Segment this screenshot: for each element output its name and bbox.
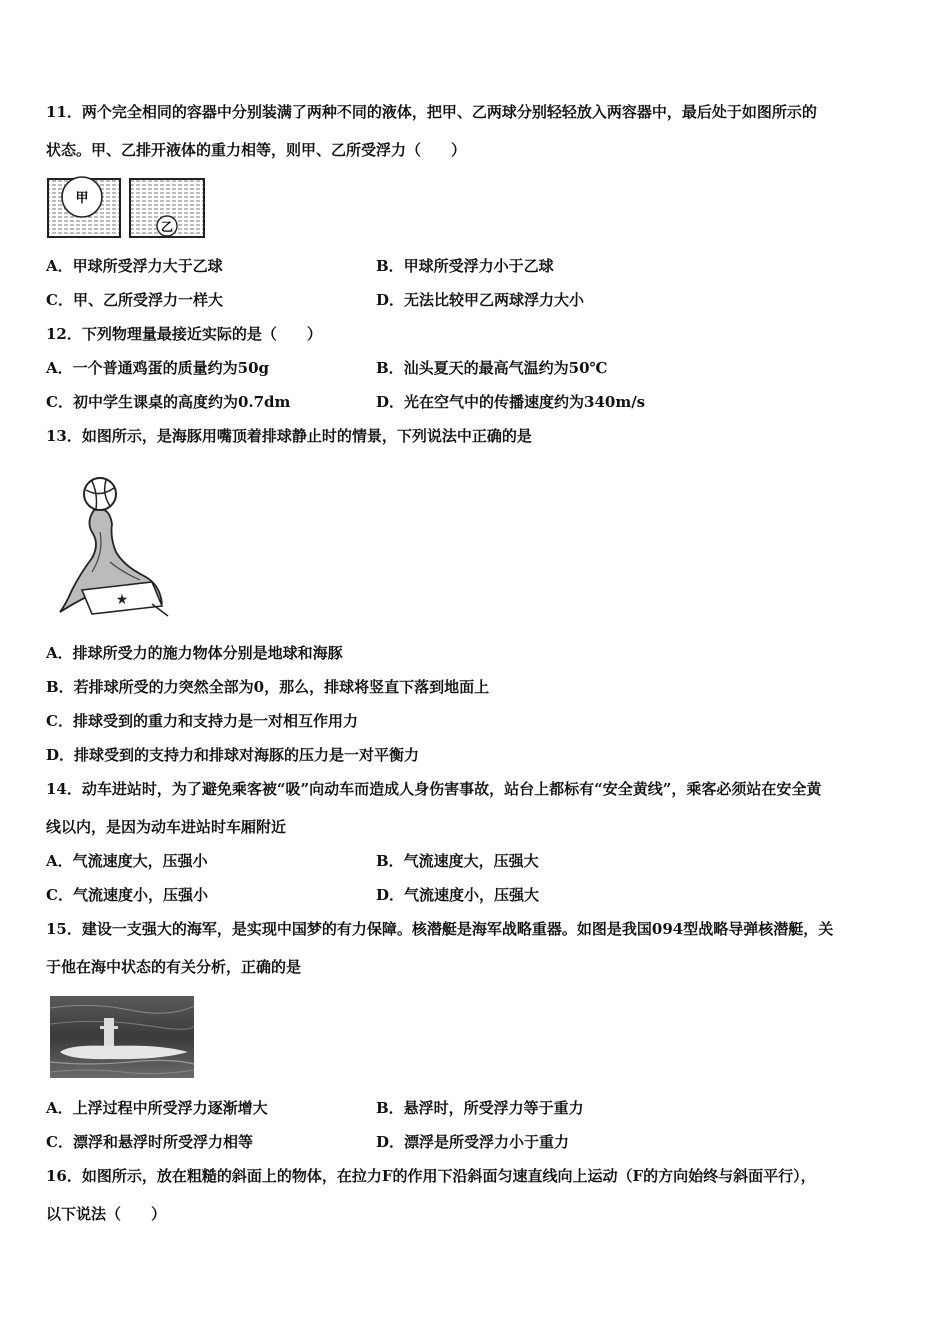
ball-jia-label: 甲 [75, 191, 89, 206]
q14-option-d[interactable]: D．气流速度小，压强大 [376, 886, 540, 904]
q15-option-a[interactable]: A．上浮过程中所受浮力逐渐增大 [46, 1099, 268, 1117]
svg-text:★: ★ [115, 592, 129, 608]
q13-option-b[interactable]: B．若排球所受的力突然全部为0，那么，排球将竖直下落到地面上 [46, 678, 490, 696]
q14-option-b[interactable]: B．气流速度大，压强大 [376, 852, 539, 870]
q14-text-line2: 线以内，是因为动车进站时车厢附近 [46, 818, 287, 836]
q11-text-line1: 11．两个完全相同的容器中分别装满了两种不同的液体，把甲、乙两球分别轻轻放入两容器中，最后处于如图所示的 [46, 103, 817, 121]
q15-option-c[interactable]: C．漂浮和悬浮时所受浮力相等 [46, 1133, 253, 1151]
q14-text-line1: 14．动车进站时，为了避免乘客被“吸”向动车而造成人身伤害事故，站台上都标有“安全黄线”，乘客必须站在安全黄 [46, 780, 822, 798]
q13-dolphin-figure [52, 472, 170, 618]
ball-yi-label: 乙 [160, 220, 174, 234]
q12-text-line1: 12．下列物理量最接近实际的是（ ） [46, 325, 322, 343]
q15-submarine-photo [50, 996, 194, 1078]
q13-option-c[interactable]: C．排球受到的重力和支持力是一对相互作用力 [46, 712, 358, 730]
q11-containers-figure [46, 175, 206, 239]
q12-option-b[interactable]: B．汕头夏天的最高气温约为50℃ [376, 359, 608, 377]
container-a [48, 177, 120, 237]
q11-option-d[interactable]: D．无法比较甲乙两球浮力大小 [376, 291, 585, 309]
q14-option-c[interactable]: C．气流速度小，压强小 [46, 886, 208, 904]
q16-text-line1: 16．如图所示，放在粗糙的斜面上的物体，在拉力F的作用下沿斜面匀速直线向上运动（F的方向始终与斜面平行）， [46, 1167, 816, 1185]
q12-option-d[interactable]: D．光在空气中的传播速度约为340m/s [376, 393, 646, 411]
q11-option-a[interactable]: A．甲球所受浮力大于乙球 [46, 257, 223, 275]
q12-option-c[interactable]: C．初中学生课桌的高度约为0.7dm [46, 393, 291, 411]
q16-text-line2: 以下说法（ ） [46, 1205, 167, 1223]
q14-option-a[interactable]: A．气流速度大，压强小 [46, 852, 208, 870]
q13-option-a[interactable]: A．排球所受力的施力物体分别是地球和海豚 [46, 644, 343, 662]
q13-text-line1: 13．如图所示，是海豚用嘴顶着排球静止时的情景，下列说法中正确的是 [46, 427, 532, 445]
q12-option-a[interactable]: A．一个普通鸡蛋的质量约为50g [46, 359, 270, 377]
q15-text-line2: 于他在海中状态的有关分析，正确的是 [46, 958, 302, 976]
q11-option-c[interactable]: C．甲、乙所受浮力一样大 [46, 291, 223, 309]
q13-option-d[interactable]: D．排球受到的支持力和排球对海豚的压力是一对平衡力 [46, 746, 420, 764]
q15-option-b[interactable]: B．悬浮时，所受浮力等于重力 [376, 1099, 584, 1117]
q15-option-d[interactable]: D．漂浮是所受浮力小于重力 [376, 1133, 570, 1151]
q11-text-line2: 状态。甲、乙排开液体的重力相等，则甲、乙所受浮力（ ） [46, 141, 467, 159]
q15-text-line1: 15．建设一支强大的海军，是实现中国梦的有力保障。核潜艇是海军战略重器。如图是我国094型战略导弹核潜艇，关 [46, 920, 834, 938]
container-b [130, 179, 204, 237]
q11-option-b[interactable]: B．甲球所受浮力小于乙球 [376, 257, 554, 275]
